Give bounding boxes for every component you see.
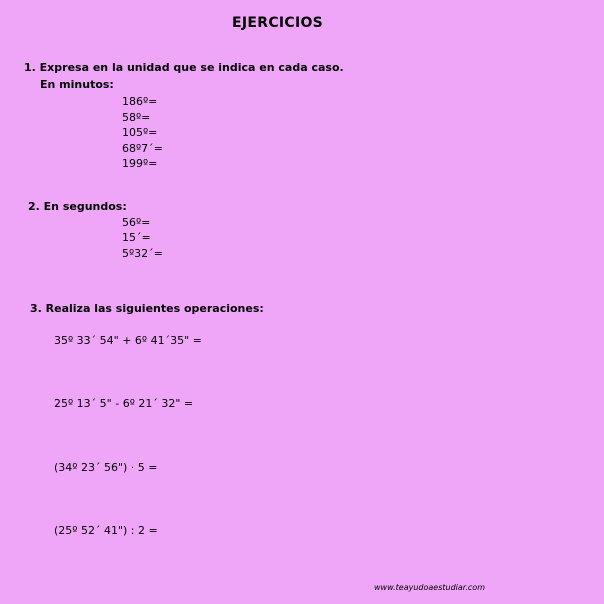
section-1-item: 105º= [122,126,158,139]
section-1-subheading: En minutos: [40,78,114,91]
operation: 25º 13´ 5" - 6º 21´ 32" = [54,397,194,410]
section-1-item: 68º7´= [122,142,163,155]
operation: 35º 33´ 54" + 6º 41´35" = [54,334,202,347]
section-1-item: 199º= [122,157,158,170]
operation: (34º 23´ 56") · 5 = [54,461,158,474]
page-title: EJERCICIOS [232,15,324,31]
section-1-heading: 1. Expresa en la unidad que se indica en cada caso. [24,61,344,74]
operation: (25º 52´ 41") : 2 = [54,524,158,537]
section-2-item: 56º= [122,216,151,229]
section-1-item: 186º= [122,95,158,108]
section-3-heading: 3. Realiza las siguientes operaciones: [30,302,264,315]
section-1-item: 58º= [122,111,151,124]
section-2-item: 5º32´= [122,247,163,260]
section-2-item: 15´= [122,231,151,244]
footer-website: www.teayudoaestudiar.com [374,583,485,592]
section-2-heading: 2. En segundos: [28,200,127,213]
